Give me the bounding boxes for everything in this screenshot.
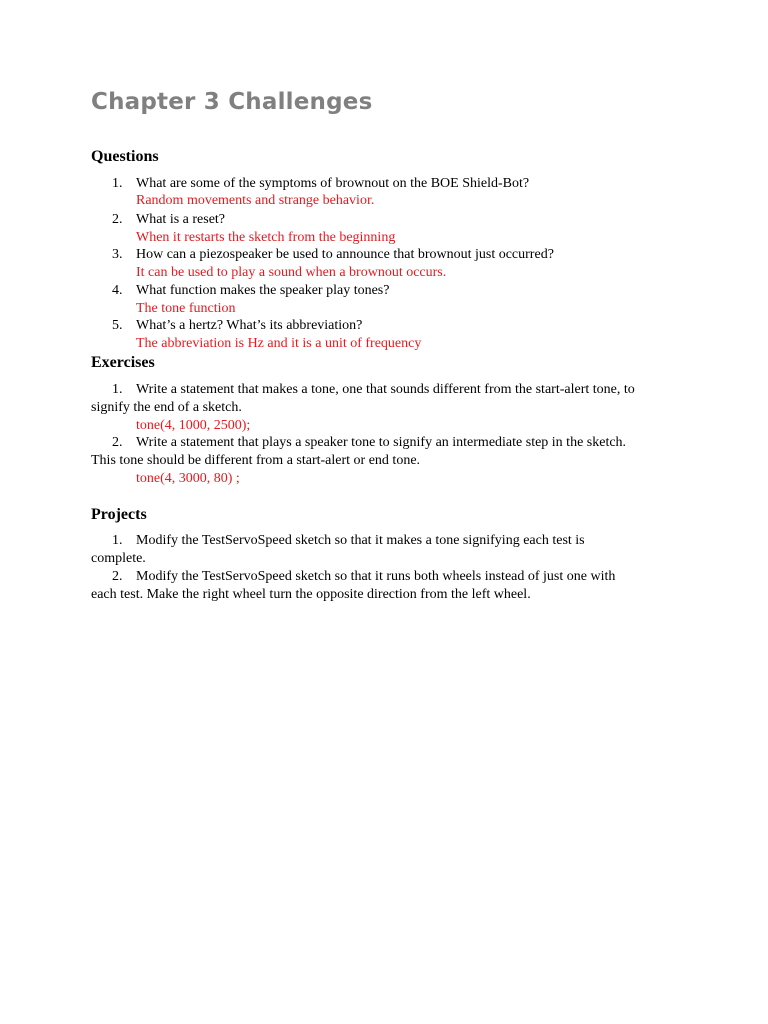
- project-number: 1.: [112, 533, 123, 548]
- project-text: Modify the TestServoSpeed sketch so that it runs both wheels instead of just one with: [136, 569, 616, 584]
- answer-text: When it restarts the sketch from the beginning: [136, 230, 396, 245]
- answer-text: It can be used to play a sound when a brownout occurs.: [136, 265, 447, 280]
- project-text-continued: complete.: [91, 551, 146, 566]
- question-text: What are some of the symptoms of brownout on the BOE Shield-Bot?: [136, 176, 530, 191]
- question-number: 4.: [112, 283, 123, 298]
- project-text: Modify the TestServoSpeed sketch so that it makes a tone signifying each test is: [136, 533, 585, 548]
- question-text: How can a piezospeaker be used to announce that brownout just occurred?: [136, 247, 554, 262]
- question-text: What’s a hertz? What’s its abbreviation?: [136, 318, 363, 333]
- page-title: Chapter 3 Challenges: [91, 89, 373, 115]
- question-number: 1.: [112, 176, 123, 191]
- projects-heading: Projects: [91, 506, 147, 523]
- answer-text: Random movements and strange behavior.: [136, 193, 375, 208]
- exercise-text-continued: This tone should be different from a start-alert or end tone.: [91, 453, 421, 468]
- exercise-number: 1.: [112, 382, 123, 397]
- answer-text: The tone function: [136, 301, 236, 316]
- question-text: What is a reset?: [136, 212, 226, 227]
- answer-text: tone(4, 1000, 2500);: [136, 418, 251, 433]
- project-number: 2.: [112, 569, 123, 584]
- project-text-continued: each test. Make the right wheel turn the opposite direction from the left wheel.: [91, 587, 531, 602]
- exercise-text: Write a statement that makes a tone, one that sounds different from the start-alert tone, to: [136, 382, 635, 397]
- question-number: 5.: [112, 318, 123, 333]
- exercise-text: Write a statement that plays a speaker tone to signify an intermediate step in the sketch.: [136, 435, 627, 450]
- questions-heading: Questions: [91, 148, 159, 165]
- answer-text: tone(4, 3000, 80) ;: [136, 471, 240, 486]
- answer-text: The abbreviation is Hz and it is a unit of frequency: [136, 336, 422, 351]
- question-number: 3.: [112, 247, 123, 262]
- exercise-text-continued: signify the end of a sketch.: [91, 400, 242, 415]
- question-number: 2.: [112, 212, 123, 227]
- question-text: What function makes the speaker play tones?: [136, 283, 390, 298]
- exercises-heading: Exercises: [91, 354, 155, 371]
- exercise-number: 2.: [112, 435, 123, 450]
